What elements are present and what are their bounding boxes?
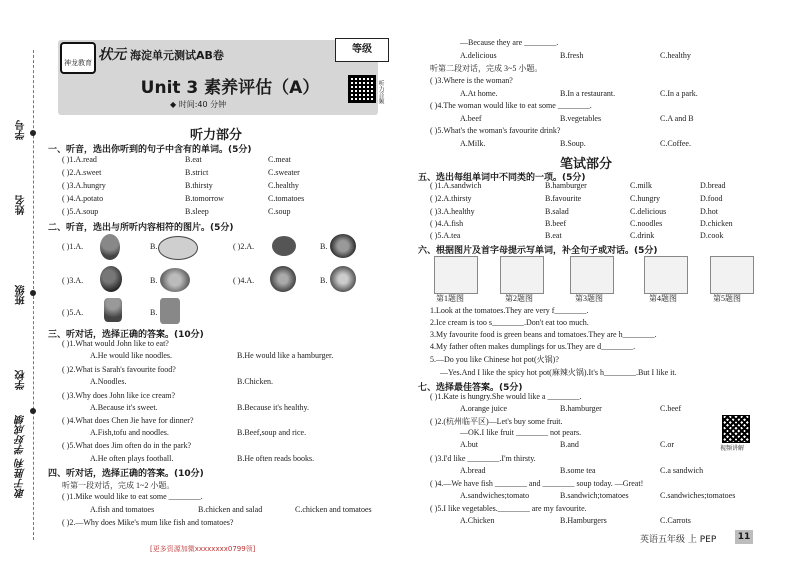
- qr-caption: 视频讲解: [720, 446, 745, 452]
- q7-option: C.Carrots: [660, 516, 691, 525]
- q5-option: C.drink: [630, 231, 655, 240]
- q4-option: B.chicken and salad: [198, 505, 263, 514]
- q5-option: B.beef: [545, 219, 567, 228]
- r-question: ( )5.What's the woman's favourite drink?: [430, 126, 561, 135]
- q1-option: B.strict: [185, 168, 209, 177]
- picture-3: [570, 256, 614, 294]
- qr-caption: 听力音频: [377, 80, 384, 104]
- r-option: A.At home.: [460, 89, 498, 98]
- margin-dot: [30, 130, 36, 136]
- pic-label: ( )2.A.: [233, 242, 255, 251]
- r-option: A.delicious: [460, 51, 497, 60]
- q3-option: A.He often plays football.: [90, 454, 174, 463]
- q7-question: ( )4.—We have fish ________ and ________ soup today. —Great!: [430, 479, 644, 488]
- heading-part4: 四、听对话，选择正确的答案。(10分): [48, 469, 204, 479]
- pic-label: ( )1.A.: [62, 242, 84, 251]
- q3-question: ( )3.Why does John like ice cream?: [62, 391, 176, 400]
- r-option: C.Coffee.: [660, 139, 691, 148]
- q3-question: ( )2.What is Sarah's favourite food?: [62, 365, 176, 374]
- margin-label-xuexiao: 学校: [16, 370, 27, 390]
- q3-option: B.He often reads books.: [237, 454, 315, 463]
- q1-item: ( )3.A.hungry: [62, 181, 106, 190]
- q6-sentence: 2.Ice cream is too s________.Don't eat too much.: [430, 318, 589, 327]
- q3-option: A.Noodles.: [90, 377, 127, 386]
- page-title: Unit 3 素养评估（A）: [140, 78, 320, 98]
- q7-option: B.sandwich;tomatoes: [560, 491, 629, 500]
- q7-option: A.orange juice: [460, 404, 508, 413]
- q6-sentence: 3.My favourite food is green beans and tomatoes.They are h________.: [430, 330, 657, 339]
- q1-option: C.soup: [268, 207, 291, 216]
- heading-part7: 七、选择最佳答案。(5分): [418, 383, 523, 393]
- r-option: C.healthy: [660, 51, 691, 60]
- r-option: B.Soup.: [560, 139, 586, 148]
- r-question: ( )3.Where is the woman?: [430, 76, 513, 85]
- q5-item: ( )5.A.tea: [430, 231, 461, 240]
- q4-option: A.fish and tomatoes: [90, 505, 155, 514]
- q1-option: C.meat: [268, 155, 291, 164]
- q7-option: C.sandwiches;tomatoes: [660, 491, 736, 500]
- picture-5: [710, 256, 754, 294]
- heading-part5: 五、选出每组单词中不同类的一项。(5分): [418, 173, 586, 183]
- q1-option: B.tomorrow: [185, 194, 224, 203]
- q1-option: C.sweater: [268, 168, 300, 177]
- q7-option: C.a sandwich: [660, 466, 704, 475]
- q7-option: B.Hamburgers: [560, 516, 607, 525]
- q7-question-line: —OK.I like fruit ________ not pears.: [460, 428, 582, 437]
- q7-question: ( )3.I'd like ________.I'm thirsty.: [430, 454, 536, 463]
- series-text: 海淀单元测试AB卷: [130, 49, 224, 62]
- r-option: B.fresh: [560, 51, 584, 60]
- page-number: 11: [735, 530, 753, 544]
- drink-picture: [104, 298, 122, 322]
- q7-option: A.sandwiches;tomato: [460, 491, 530, 500]
- q7-question: ( )5.I like vegetables.________ are my favourite.: [430, 504, 587, 513]
- margin-deco-text: 敢于胜利 学好成绩: [16, 415, 27, 499]
- q1-option: B.thirsty: [185, 181, 213, 190]
- q3-option: A.Because it's sweet.: [90, 403, 158, 412]
- q5-item: ( )3.A.healthy: [430, 207, 475, 216]
- q3-option: B.Chicken.: [237, 377, 273, 386]
- picture-caption: 第4题图: [649, 294, 677, 303]
- heading-part6: 六、根据图片及首字母提示写单词，补全句子或对话。(5分): [418, 246, 658, 256]
- q5-option: D.food: [700, 194, 723, 203]
- q1-item: ( )4.A.potato: [62, 194, 104, 203]
- q7-option: C.beef: [660, 404, 682, 413]
- q3-option: A.He would like noodles.: [90, 351, 172, 360]
- r-answer-line: —Because they are ________.: [460, 38, 559, 47]
- ice-cream-picture: [100, 234, 120, 260]
- q1-option: C.tomatoes: [268, 194, 305, 203]
- heading-part3: 三、听对话，选择正确的答案。(10分): [48, 330, 204, 340]
- footer-subject: 英语五年级 上 PEP: [640, 535, 717, 545]
- q5-option: C.hungry: [630, 194, 660, 203]
- margin-label-banji: 班级: [16, 285, 27, 305]
- eggplant-picture: [330, 234, 356, 258]
- q3-question: ( )5.What does Jim often do in the park?: [62, 441, 192, 450]
- pic-label: B.: [150, 276, 158, 285]
- q5-option: D.cook: [700, 231, 724, 240]
- q5-option: C.noodles: [630, 219, 663, 228]
- r-option: C.A and B: [660, 114, 694, 123]
- pic-label: B.: [150, 308, 158, 317]
- pic-label: ( )4.A.: [233, 276, 255, 285]
- q6-sentence: —Yes.And I like the spicy hot pot(麻辣火锅).It's h________.But I like it.: [440, 368, 677, 377]
- q5-option: B.salad: [545, 207, 569, 216]
- r-option: C.In a park.: [660, 89, 698, 98]
- q7-option: B.hamburger: [560, 404, 602, 413]
- q3-option: B.Beef,soup and rice.: [237, 428, 307, 437]
- margin-dot: [30, 290, 36, 296]
- q1-item: ( )2.A.sweet: [62, 168, 102, 177]
- r-option: A.beef: [460, 114, 482, 123]
- q5-option: D.bread: [700, 181, 726, 190]
- q5-item: ( )4.A.fish: [430, 219, 464, 228]
- pic-label: ( )3.A.: [62, 276, 84, 285]
- pic-label: B.: [320, 276, 328, 285]
- qr-code-icon: [348, 75, 376, 103]
- q1-option: C.healthy: [268, 181, 299, 190]
- qr-code-icon: [722, 415, 750, 443]
- q6-sentence: 5.—Do you like Chinese hot pot(火锅)?: [430, 355, 559, 364]
- q4-option: C.chicken and tomatoes: [295, 505, 372, 514]
- time-limit: ◆ 时间:40 分钟: [170, 100, 227, 109]
- q7-option: B.some tea: [560, 466, 596, 475]
- picture-caption: 第5题图: [713, 294, 741, 303]
- watermark: [更多资源加微xxxxxxxx0799领]: [150, 545, 256, 553]
- q6-sentence: 1.Look at the tomatoes.They are very f________.: [430, 306, 589, 315]
- margin-dot: [30, 408, 36, 414]
- tomato-picture: [270, 266, 296, 292]
- r-intro: 听第二段对话，完成 3~5 小题。: [430, 64, 543, 73]
- q1-option: B.eat: [185, 155, 202, 164]
- q5-option: B.favourite: [545, 194, 582, 203]
- q4-question: ( )1.Mike would like to eat some ________.: [62, 492, 203, 501]
- pic-label: B.: [150, 242, 158, 251]
- picture-1: [434, 256, 478, 294]
- r-option: A.Milk.: [460, 139, 486, 148]
- q3-option: B.Because it's healthy.: [237, 403, 310, 412]
- q7-option: A.but: [460, 440, 478, 449]
- q5-option: B.eat: [545, 231, 562, 240]
- q5-option: C.delicious: [630, 207, 667, 216]
- logo: 神龙教育: [60, 42, 96, 74]
- q1-item: ( )1.A.read: [62, 155, 97, 164]
- meat-picture: [272, 236, 296, 256]
- q7-question: ( )2.(杭州临平区)—Let's buy some fruit.: [430, 417, 563, 426]
- heading-part1: 一、听音，选出你听到的句子中含有的单词。(5分): [48, 145, 252, 155]
- q5-item: ( )2.A.thirsty: [430, 194, 472, 203]
- brand-text: 状元: [98, 47, 126, 63]
- listening-section-title: 听力部分: [190, 128, 243, 143]
- q3-option: B.He would like a hamburger.: [237, 351, 334, 360]
- q3-option: A.Fish,tofu and noodles.: [90, 428, 169, 437]
- q5-option: D.chicken: [700, 219, 733, 228]
- pic-label: B.: [320, 242, 328, 251]
- margin-label-xingming: 姓名: [16, 195, 27, 215]
- r-question: ( )4.The woman would like to eat some ________.: [430, 101, 592, 110]
- grade-box: 等级: [335, 38, 389, 62]
- plate-food-picture: [158, 236, 198, 260]
- q7-option: B.and: [560, 440, 579, 449]
- q3-question: ( )1.What would John like to eat?: [62, 339, 169, 348]
- q1-option: B.sleep: [185, 207, 209, 216]
- q4-intro: 听第一段对话，完成 1~2 小题。: [62, 481, 175, 490]
- milk-bottle-picture: [160, 298, 180, 324]
- picture-2: [500, 256, 544, 294]
- vegetables-picture: [160, 268, 190, 292]
- written-section-title: 笔试部分: [560, 157, 613, 172]
- q5-item: ( )1.A.sandwich: [430, 181, 482, 190]
- picture-caption: 第2题图: [505, 294, 533, 303]
- q7-option: A.Chicken: [460, 516, 495, 525]
- picture-caption: 第3题图: [575, 294, 603, 303]
- pic-label: ( )5.A.: [62, 308, 84, 317]
- picture-caption: 第1题图: [436, 294, 464, 303]
- r-option: B.vegetables: [560, 114, 602, 123]
- q4-question: ( )2.—Why does Mike's mum like fish and tomatoes?: [62, 518, 234, 527]
- q5-option: B.hamburger: [545, 181, 587, 190]
- q5-option: D.hot: [700, 207, 718, 216]
- picture-4: [644, 256, 688, 294]
- q1-item: ( )5.A.soup: [62, 207, 99, 216]
- q7-option: C.or: [660, 440, 674, 449]
- heading-part2: 二、听音，选出与所听内容相符的图片。(5分): [48, 223, 234, 233]
- grapes-picture: [100, 266, 122, 292]
- q3-question: ( )4.What does Chen Jie have for dinner?: [62, 416, 194, 425]
- q7-option: A.bread: [460, 466, 486, 475]
- onion-picture: [330, 266, 356, 292]
- r-option: B.In a restaurant.: [560, 89, 616, 98]
- q6-sentence: 4.My father often makes dumplings for us.They are d________.: [430, 342, 636, 351]
- q7-question: ( )1.Kate is hungry.She would like a ________.: [430, 392, 582, 401]
- margin-label-xuehao: 学号: [16, 120, 27, 140]
- q5-option: C.milk: [630, 181, 653, 190]
